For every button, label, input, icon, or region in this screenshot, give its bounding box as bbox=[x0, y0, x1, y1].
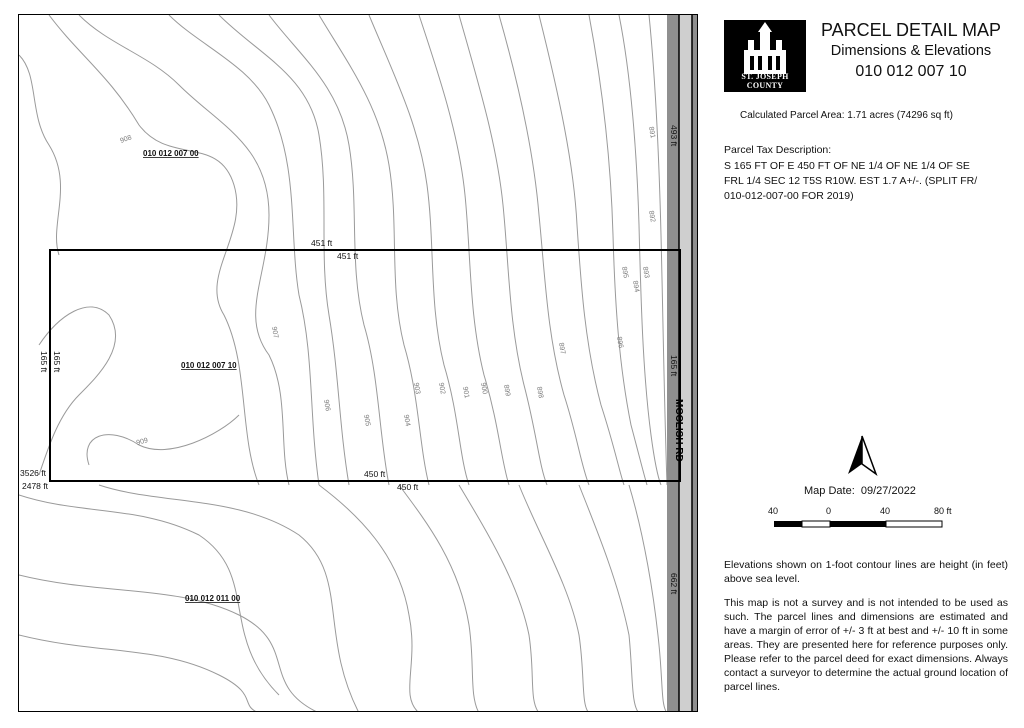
contour-label: 897 bbox=[557, 342, 566, 355]
parcel-label-south[interactable]: 010 012 011 00 bbox=[185, 594, 241, 603]
corner-dimension-a: 3526 ft bbox=[20, 468, 46, 478]
contour-label: 908 bbox=[119, 134, 133, 145]
contour-lines bbox=[19, 15, 667, 712]
contour-label: 898 bbox=[535, 386, 544, 399]
area-label: Calculated Parcel Area: bbox=[740, 110, 845, 121]
parcel-number: 010 012 007 10 bbox=[855, 63, 967, 80]
county-logo bbox=[724, 20, 806, 92]
courthouse-icon bbox=[724, 20, 806, 80]
scale-label: 80 ft bbox=[934, 506, 952, 516]
scale-segment bbox=[774, 521, 802, 527]
dimension-top-outer: 451 ft bbox=[311, 238, 333, 248]
contour-label: 891 bbox=[647, 126, 656, 139]
page-title: PARCEL DETAIL MAP bbox=[820, 20, 1002, 40]
road-north-dimension: 493 ft bbox=[669, 125, 679, 147]
contour-label: 903 bbox=[412, 382, 421, 395]
road-name-label: MCCLISH RD bbox=[673, 399, 684, 462]
road-mcclish[interactable] bbox=[667, 15, 698, 712]
contour-label: 899 bbox=[502, 384, 511, 397]
scale-segment bbox=[886, 521, 942, 527]
scale-label: 40 bbox=[880, 506, 891, 516]
parcel-area bbox=[740, 110, 953, 121]
contour-label: 893 bbox=[641, 266, 650, 279]
contour-label: 900 bbox=[479, 382, 488, 395]
contour-label: 907 bbox=[270, 326, 279, 339]
map-canvas bbox=[19, 15, 698, 712]
parcel-label-subject[interactable]: 010 012 007 10 bbox=[181, 361, 237, 370]
info-panel bbox=[720, 14, 1010, 714]
scale-bar bbox=[762, 504, 962, 539]
dimension-left-outer: 165 ft bbox=[39, 351, 49, 373]
contour-label: 904 bbox=[402, 414, 411, 427]
scale-segment bbox=[830, 521, 886, 527]
road-south-dimension: 662 ft bbox=[669, 573, 679, 595]
scale-label: 40 bbox=[768, 506, 779, 516]
scale-label: 0 bbox=[826, 506, 832, 516]
map-date bbox=[804, 485, 916, 497]
contour-label: 895 bbox=[620, 266, 629, 279]
logo-text: ST. JOSEPH COUNTY bbox=[741, 72, 789, 90]
contour-label: 901 bbox=[461, 386, 470, 399]
disclaimer-note: This map is not a survey and is not intended to be used as such. The parcel lines and dimensions are estimated and have a margin of error of +/- 3 ft at best and +/- 10 ft in some areas. They are presented here for reference purposes only. Please refer to the parcel deed for exact dimensions. Always contact a surveyor to determine the actual ground location of parcel lines. bbox=[724, 597, 1008, 693]
tax-description-text: S 165 FT OF E 450 FT OF NE 1/4 OF NE 1/4 OF SE FRL 1/4 SEC 12 T5S R10W. EST 1.7 A+/-. (SPLIT FR/ 010-012-007-00 FOR 2019) bbox=[724, 160, 978, 202]
contour-label: 902 bbox=[437, 382, 446, 395]
parcel-map[interactable] bbox=[18, 14, 698, 712]
dimension-left-inner: 165 ft bbox=[52, 351, 62, 373]
page-subtitle: Dimensions & Elevations bbox=[830, 43, 992, 59]
dimension-bottom-inner: 450 ft bbox=[397, 482, 419, 492]
scale-segment bbox=[802, 521, 830, 527]
contour-labels bbox=[119, 126, 656, 447]
elevation-note: Elevations shown on 1-foot contour lines are height (in feet) above sea level. bbox=[724, 559, 1008, 585]
contour-label: 892 bbox=[647, 210, 656, 223]
corner-dimension-b: 2478 ft bbox=[22, 481, 48, 491]
parcel-label-north[interactable]: 010 012 007 00 bbox=[143, 149, 199, 158]
north-arrow-icon bbox=[846, 434, 878, 483]
tax-description-heading: Parcel Tax Description: bbox=[724, 144, 832, 156]
contour-label: 906 bbox=[322, 399, 331, 412]
road-frontage-dimension: 165 ft bbox=[669, 355, 679, 377]
area-value: 1.71 acres (74296 sq ft) bbox=[847, 110, 953, 121]
map-date-value: 09/27/2022 bbox=[860, 485, 916, 497]
contour-label: 905 bbox=[362, 414, 371, 427]
dimension-bottom-outer: 450 ft bbox=[364, 469, 386, 479]
contour-label: 896 bbox=[615, 336, 624, 349]
contour-label: 894 bbox=[631, 280, 640, 293]
dimension-top-inner: 451 ft bbox=[337, 251, 359, 261]
map-date-label: Map Date: bbox=[804, 485, 855, 497]
contour-label: 909 bbox=[135, 437, 149, 447]
subject-parcel-boundary[interactable] bbox=[50, 250, 680, 481]
